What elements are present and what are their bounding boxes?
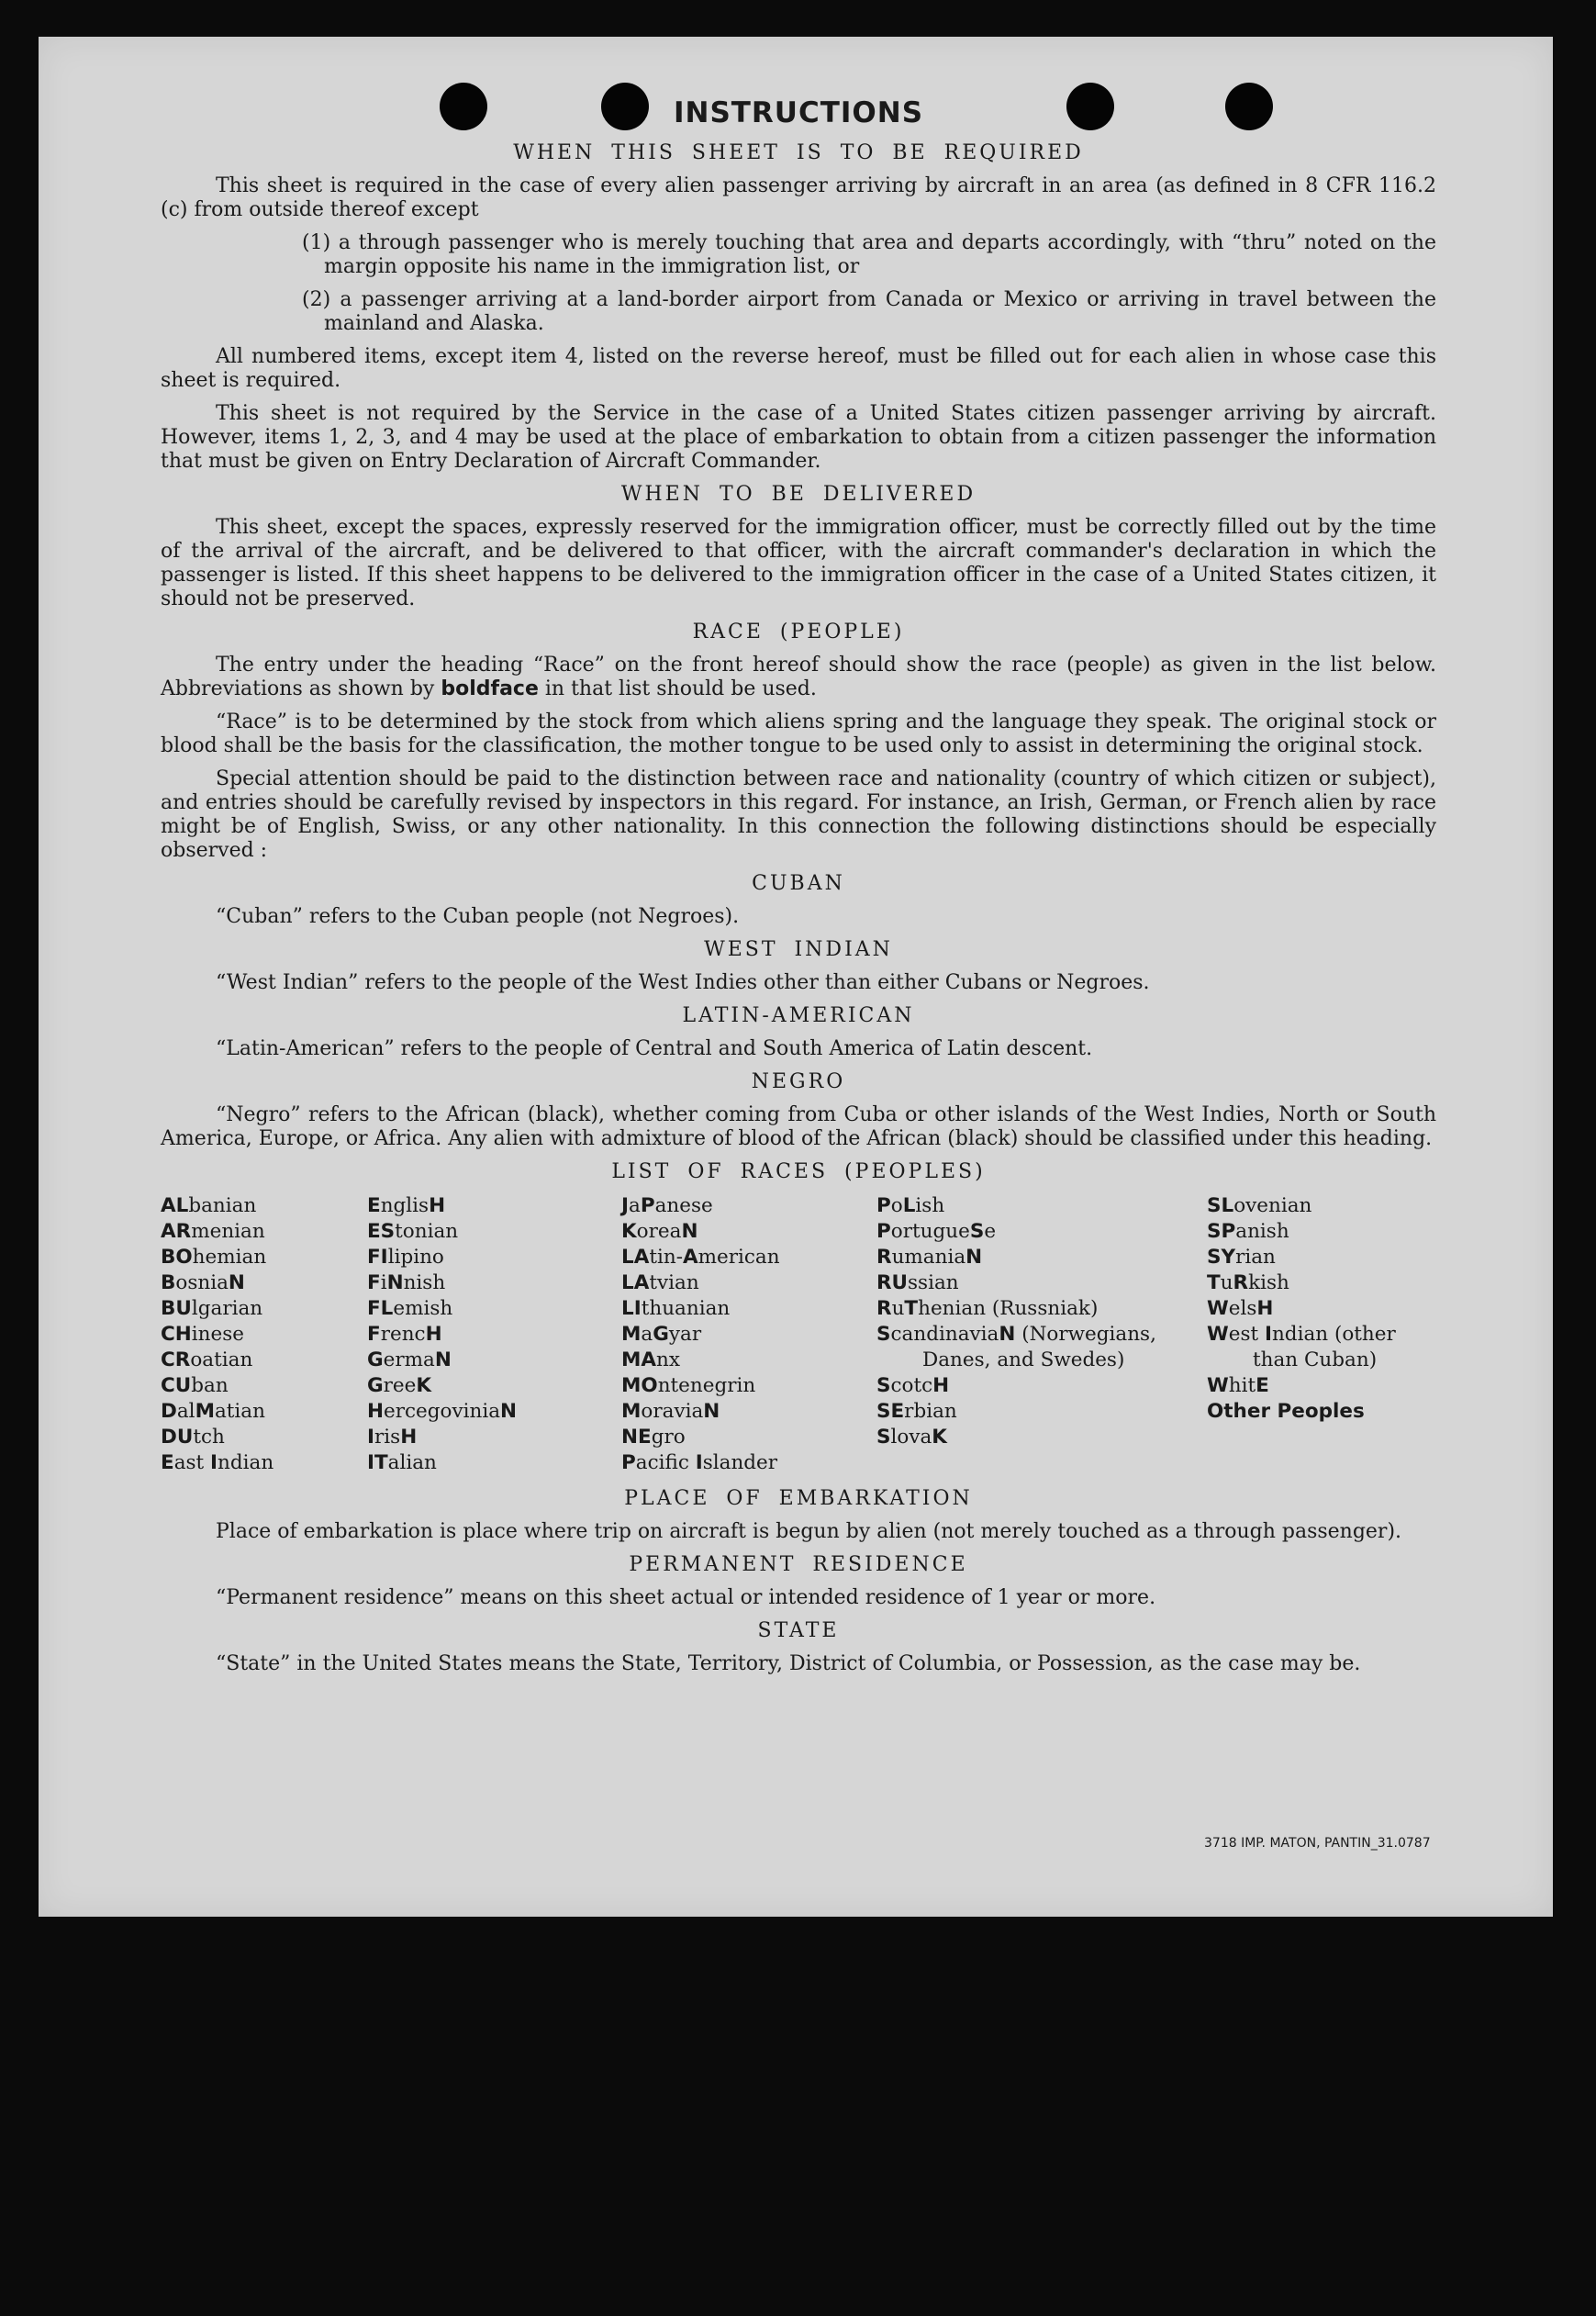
section-heading-latin-american: LATIN-AMERICAN	[682, 1004, 915, 1027]
section-heading-residence: PERMANENT RESIDENCE	[629, 1553, 968, 1576]
race-entry: WelsH	[1207, 1297, 1274, 1320]
race-entry: BOhemian	[161, 1246, 267, 1269]
cuban-paragraph: “Cuban” refers to the Cuban people (not Negroes).	[216, 905, 740, 928]
document-sheet	[39, 37, 1553, 1917]
race-entry: HercegoviniaN	[367, 1400, 518, 1423]
race-entry: TuRkish	[1207, 1271, 1289, 1294]
race-entry: Pacific Islander	[621, 1451, 778, 1474]
residence-paragraph: “Permanent residence” means on this sheet actual or intended residence of 1 year or more.	[216, 1586, 1156, 1609]
race-entry: DUtch	[161, 1426, 225, 1449]
printer-imprint: 3718 IMP. MATON, PANTIN_31.0787	[1204, 1836, 1431, 1851]
race-entry: GreeK	[367, 1374, 432, 1397]
boldface-word: boldface	[441, 677, 539, 700]
race-entry: PortugueSe	[876, 1220, 997, 1243]
race-entry: GermaN	[367, 1348, 452, 1371]
race-entry: LAtvian	[621, 1271, 699, 1294]
race-entry: FLemish	[367, 1297, 453, 1320]
section-heading-embarkation: PLACE OF EMBARKATION	[624, 1487, 973, 1510]
race-entry: KoreaN	[621, 1220, 698, 1243]
race-entry: NEgro	[621, 1426, 686, 1449]
races-column-1	[161, 1193, 367, 1476]
race-entry: West Indian (other than Cuban)	[1207, 1323, 1396, 1371]
race-entry: MOntenegrin	[621, 1374, 756, 1397]
race-entry: LAtin-American	[621, 1246, 780, 1269]
required-paragraph-1: This sheet is required in the case of every alien passenger arriving by aircraft in an area (as defined in 8 CFR 116.2 (c) from outside thereof except	[161, 174, 1436, 221]
section-heading-state: STATE	[757, 1619, 840, 1642]
race-entry: EnglisH	[367, 1194, 446, 1217]
section-heading-west-indian: WEST INDIAN	[704, 938, 893, 961]
race-entry: CHinese	[161, 1323, 244, 1346]
race-paragraph-1-end: in that list should be used.	[544, 677, 817, 700]
embarkation-paragraph: Place of embarkation is place where trip on aircraft is begun by alien (not merely touched as a through passenger).	[216, 1520, 1402, 1543]
page-title: INSTRUCTIONS	[673, 96, 924, 129]
race-entry: RumaniaN	[876, 1246, 983, 1269]
races-column-4	[876, 1193, 1207, 1476]
race-entry: RUssian	[876, 1271, 959, 1294]
race-entry: JaPanese	[621, 1194, 713, 1217]
negro-paragraph: “Negro” refers to the African (black), whether coming from Cuba or other islands of the West Indies, North or South America, Europe, or Africa. Any alien with admixture of blood of the African (black) should be classified under this heading.	[161, 1103, 1436, 1150]
race-entry: CRoatian	[161, 1348, 253, 1371]
required-item-2: (2) a passenger arriving at a land-border airport from Canada or Mexico or arriving in travel between the mainland and Alaska.	[302, 288, 1436, 335]
race-entry: MoraviaN	[621, 1400, 720, 1423]
race-entry: ScotcH	[876, 1374, 950, 1397]
race-paragraph-2: “Race” is to be determined by the stock from which aliens spring and the language they speak. The original stock or blood shall be the basis for the classification, the mother tongue to be used only to assist in determining the original stock.	[161, 710, 1436, 757]
race-entry: SErbian	[876, 1400, 957, 1423]
race-entry: Other Peoples	[1207, 1400, 1365, 1423]
race-paragraph-3: Special attention should be paid to the distinction between race and nationality (country of which citizen or subject), and entries should be carefully revised by inspectors in this regard. For instance, an Irish, German, or French alien by race might be of English, Swiss, or any other nationality. In this connection the following distinctions should be especially observed :	[161, 767, 1436, 862]
section-heading-list-of-races: LIST OF RACES (PEOPLES)	[611, 1160, 986, 1183]
race-entry: East Indian	[161, 1451, 274, 1474]
section-heading-negro: NEGRO	[751, 1070, 846, 1093]
race-entry: MaGyar	[621, 1323, 702, 1346]
state-paragraph: “State” in the United States means the State, Territory, District of Columbia, or Possession, as the case may be.	[216, 1652, 1361, 1675]
race-entry: LIthuanian	[621, 1297, 731, 1320]
race-entry: PoLish	[876, 1194, 945, 1217]
race-entry: BUlgarian	[161, 1297, 263, 1320]
race-entry: ARmenian	[161, 1220, 265, 1243]
race-entry: MAnx	[621, 1348, 681, 1371]
section-heading-race: RACE (PEOPLE)	[692, 621, 905, 643]
races-list	[161, 1193, 1436, 1476]
race-paragraph-1-text: The entry under the heading “Race” on the front hereof should show the race (people) as given in the list below. Abbreviations as shown by	[161, 654, 1436, 700]
race-entry: ITalian	[367, 1451, 437, 1474]
latin-american-paragraph: “Latin-American” refers to the people of Central and South America of Latin descent.	[216, 1037, 1093, 1060]
required-paragraph-3: This sheet is not required by the Service in the case of a United States citizen passenger arriving by aircraft. However, items 1, 2, 3, and 4 may be used at the place of embarkation to obtain from a citizen passenger the information that must be given on Entry Declaration of Aircraft Commander.	[161, 402, 1436, 473]
required-item-1: (1) a through passenger who is merely touching that area and departs accordingly, with “thru” noted on the margin opposite his name in the immigration list, or	[302, 231, 1436, 278]
race-entry: ScandinaviaN (Norwegians, Danes, and Swedes)	[876, 1323, 1156, 1371]
section-heading-cuban: CUBAN	[752, 872, 845, 895]
race-entry: FiNnish	[367, 1271, 446, 1294]
delivered-paragraph: This sheet, except the spaces, expressly reserved for the immigration officer, must be correctly filled out by the time of the arrival of the aircraft, and be delivered to that officer, with the aircraft commander's declaration in which the passenger is listed. If this sheet happens to be delivered to the immigration officer in the case of a United States citizen, it should not be preserved.	[161, 516, 1436, 610]
section-heading-required: WHEN THIS SHEET IS TO BE REQUIRED	[513, 141, 1084, 164]
race-entry: SLovenian	[1207, 1194, 1312, 1217]
races-column-2	[367, 1193, 621, 1476]
races-column-5	[1207, 1193, 1436, 1476]
race-entry: BosniaN	[161, 1271, 245, 1294]
race-entry: SPanish	[1207, 1220, 1289, 1243]
race-entry: EStonian	[367, 1220, 459, 1243]
races-column-3	[621, 1193, 876, 1476]
section-heading-delivered: WHEN TO BE DELIVERED	[620, 483, 977, 506]
race-entry: DalMatian	[161, 1400, 265, 1423]
race-paragraph-1	[161, 654, 1436, 701]
race-entry: SlovaK	[876, 1426, 947, 1449]
race-entry: FIlipino	[367, 1246, 444, 1269]
instructions-content	[161, 96, 1436, 1685]
race-entry: CUban	[161, 1374, 229, 1397]
race-entry: SYrian	[1207, 1246, 1276, 1269]
race-entry: ALbanian	[161, 1194, 257, 1217]
race-entry: RuThenian (Russniak)	[876, 1297, 1099, 1320]
race-entry: IrisH	[367, 1426, 418, 1449]
required-paragraph-2: All numbered items, except item 4, listed on the reverse hereof, must be filled out for each alien in whose case this sheet is required.	[161, 345, 1436, 392]
race-entry: FrencH	[367, 1323, 442, 1346]
race-entry: WhitE	[1207, 1374, 1269, 1397]
west-indian-paragraph: “West Indian” refers to the people of the West Indies other than either Cubans or Negroes.	[216, 971, 1150, 994]
